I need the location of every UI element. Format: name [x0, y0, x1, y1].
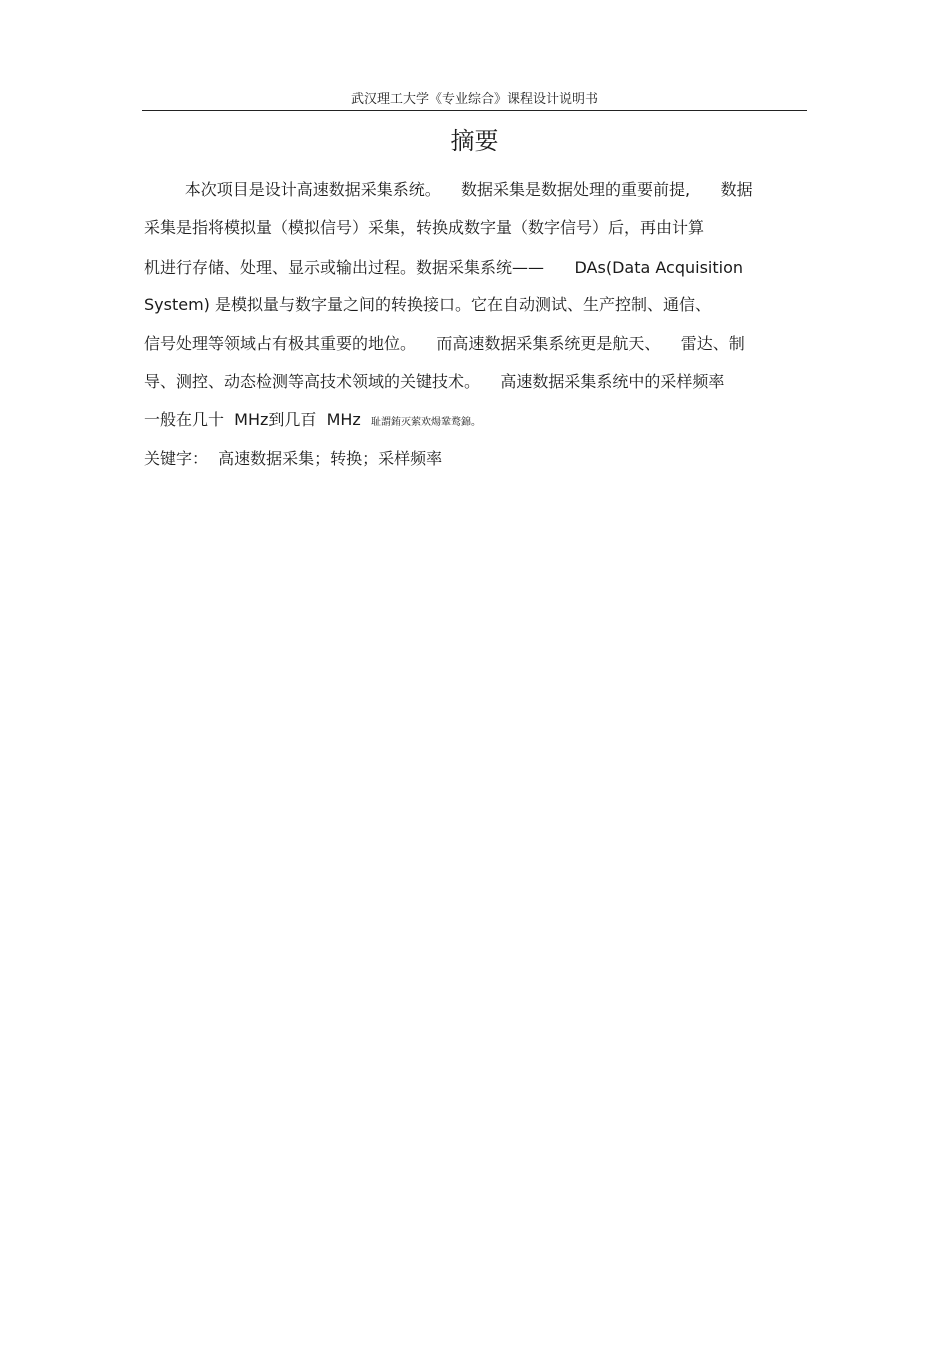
header-rule — [142, 110, 807, 111]
abstract-line: 一般在几十 MHz到几百 MHz 耻謂銪灭萦欢煬鞏鹜錦。 — [144, 410, 481, 429]
abstract-line: 采集是指将模拟量（模拟信号）采集，转换成数字量（数字信号）后，再由计算 — [144, 218, 705, 237]
abstract-line: System) 是模拟量与数字量之间的转换接口。它在自动测试、生产控制、通信、 — [144, 295, 711, 314]
keywords-line: 关键字： 高速数据采集；转换；采样频率 — [144, 449, 443, 468]
page-header: 武汉理工大学《专业综合》课程设计说明书 — [350, 92, 598, 107]
abstract-line: 信号处理等领域占有极其重要的地位。 而高速数据采集系统更是航天、 雷达、制 — [144, 334, 745, 353]
abstract-line: 本次项目是设计高速数据采集系统。 数据采集是数据处理的重要前提, 数据 — [144, 180, 753, 199]
abstract-title: 摘要 — [450, 127, 499, 155]
abstract-line: 机进行存储、处理、显示或输出过程。数据采集系统—— DAs(Data Acquisition — [144, 258, 744, 277]
garbled-text: 耻謂銪灭萦欢煬鞏鹜錦。 — [371, 417, 481, 428]
abstract-line: 导、测控、动态检测等高技术领域的关键技术。 高速数据采集系统中的采样频率 — [144, 372, 725, 391]
